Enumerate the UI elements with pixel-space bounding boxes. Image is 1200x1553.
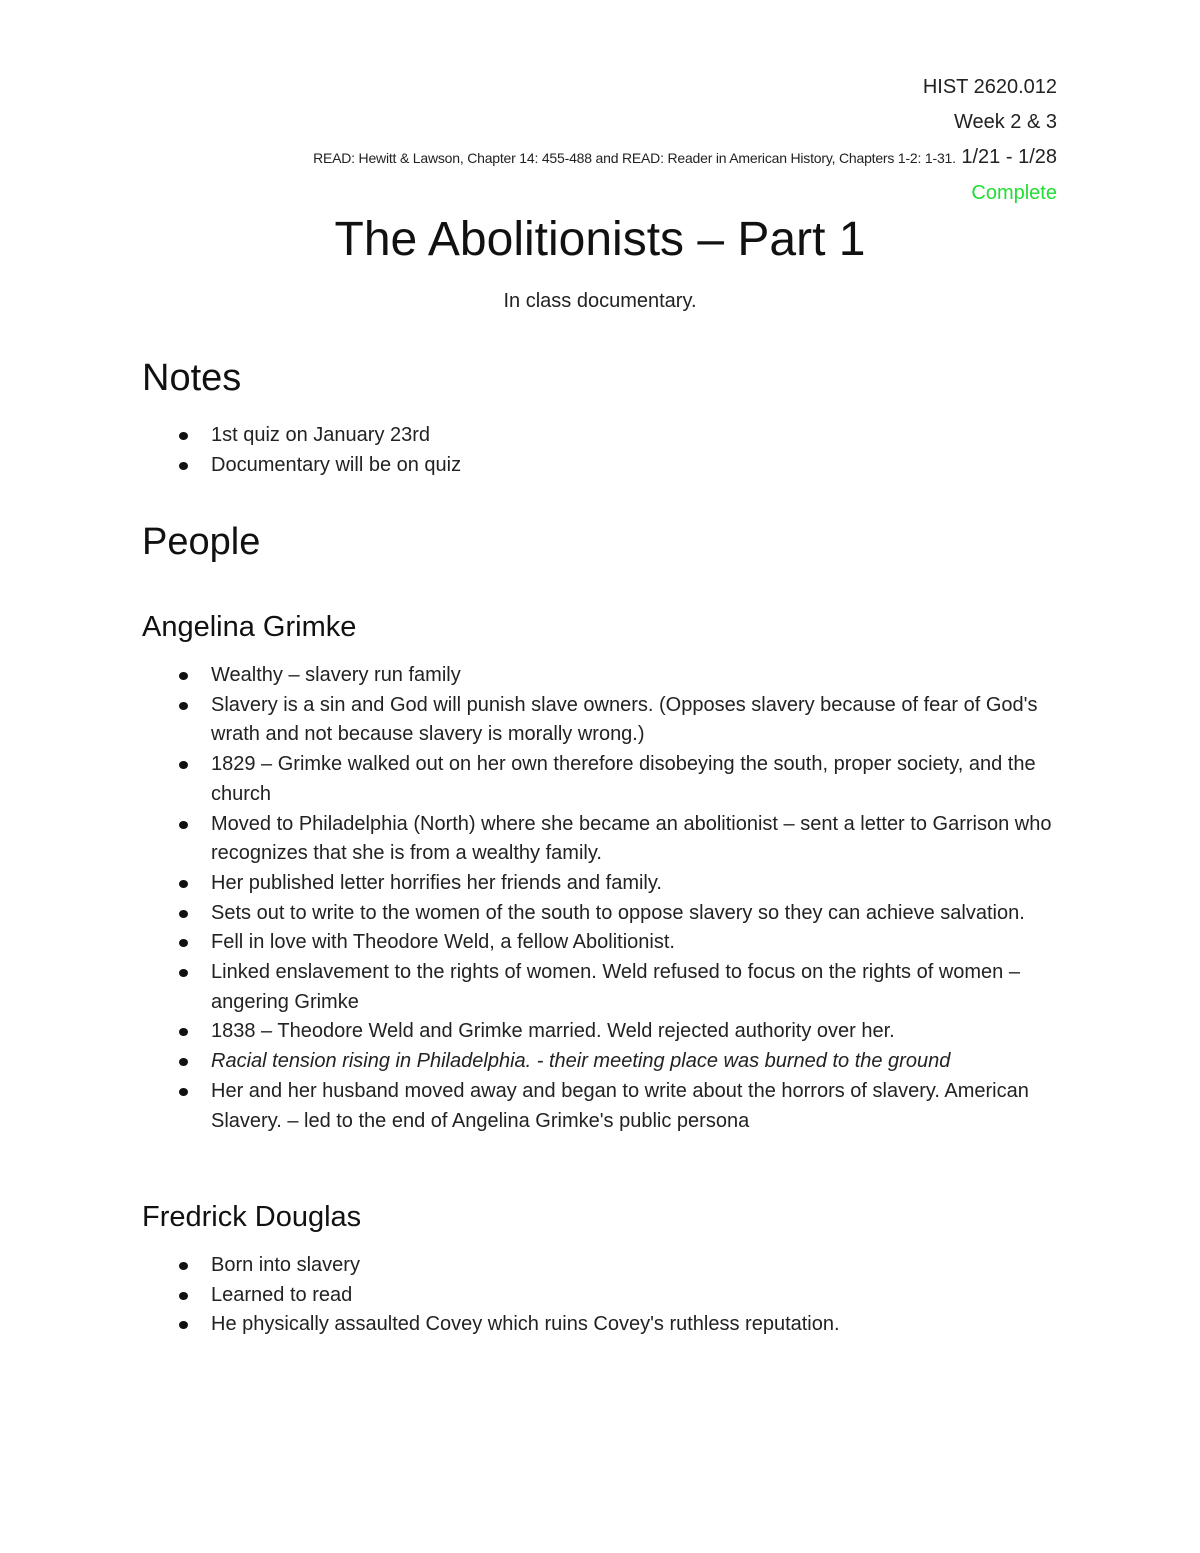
- bullet-icon: [179, 1292, 188, 1300]
- bullet-icon: [179, 1321, 188, 1329]
- header-block: [313, 70, 1057, 211]
- list-item: Her published letter horrifies her friends and family.: [142, 869, 1052, 899]
- page-subtitle: In class documentary.: [503, 290, 697, 312]
- fredrick-heading: Fredrick Douglas: [142, 1201, 362, 1233]
- list-item: Learned to read: [142, 1281, 1052, 1311]
- list-item: 1st quiz on January 23rd: [142, 421, 1052, 451]
- bullet-icon: [179, 702, 188, 710]
- reading-assignment: READ: Hewitt & Lawson, Chapter 14: 455-488 and READ: Reader in American History, Chapters 1-2: 1-31.: [313, 150, 956, 166]
- list-item: 1838 – Theodore Weld and Grimke married. Weld rejected authority over her.: [142, 1017, 1052, 1047]
- list-item: Her and her husband moved away and began to write about the horrors of slavery. American Slavery. – led to the end of Angelina Grimke's public persona: [142, 1077, 1052, 1136]
- reading-line: [313, 140, 1057, 176]
- bullet-icon: [179, 939, 188, 947]
- bullet-icon: [179, 1028, 188, 1036]
- bullet-icon: [179, 432, 188, 440]
- list-item: He physically assaulted Covey which ruins Covey's ruthless reputation.: [142, 1310, 1052, 1340]
- list-item: 1829 – Grimke walked out on her own therefore disobeying the south, proper society, and the church: [142, 750, 1052, 809]
- notes-heading: Notes: [142, 357, 242, 399]
- list-item: Fell in love with Theodore Weld, a fellow Abolitionist.: [142, 928, 1052, 958]
- list-item: Moved to Philadelphia (North) where she became an abolitionist – sent a letter to Garrison who recognizes that she is from a wealthy family.: [142, 810, 1052, 869]
- reading-dates: 1/21 - 1/28: [961, 146, 1057, 168]
- bullet-icon: [179, 910, 188, 918]
- list-item: Sets out to write to the women of the south to oppose slavery so they can achieve salvation.: [142, 899, 1052, 929]
- bullet-icon: [179, 672, 188, 680]
- fredrick-list: [142, 1251, 1052, 1340]
- list-item: Documentary will be on quiz: [142, 451, 1052, 481]
- status-badge: Complete: [971, 182, 1057, 204]
- list-item: Born into slavery: [142, 1251, 1052, 1281]
- bullet-icon: [179, 1262, 188, 1270]
- bullet-icon: [179, 880, 188, 888]
- angelina-list: [142, 661, 1052, 1136]
- bullet-icon: [179, 1058, 188, 1066]
- page-title: The Abolitionists – Part 1: [334, 213, 866, 266]
- bullet-icon: [179, 761, 188, 769]
- bullet-icon: [179, 969, 188, 977]
- list-item: Linked enslavement to the rights of women. Weld refused to focus on the rights of women – angering Grimke: [142, 958, 1052, 1017]
- notes-list: [142, 421, 1052, 480]
- week-label: Week 2 & 3: [953, 111, 1057, 133]
- bullet-icon: [179, 1088, 188, 1096]
- angelina-heading: Angelina Grimke: [142, 611, 357, 643]
- people-heading: People: [142, 521, 261, 563]
- list-item: Wealthy – slavery run family: [142, 661, 1052, 691]
- bullet-icon: [179, 821, 188, 829]
- course-code: HIST 2620.012: [922, 76, 1057, 98]
- bullet-icon: [179, 462, 188, 470]
- list-item: Slavery is a sin and God will punish slave owners. (Opposes slavery because of fear of God's wrath and not because slavery is morally wrong.): [142, 691, 1052, 750]
- list-item: Racial tension rising in Philadelphia. - their meeting place was burned to the ground: [142, 1047, 1052, 1077]
